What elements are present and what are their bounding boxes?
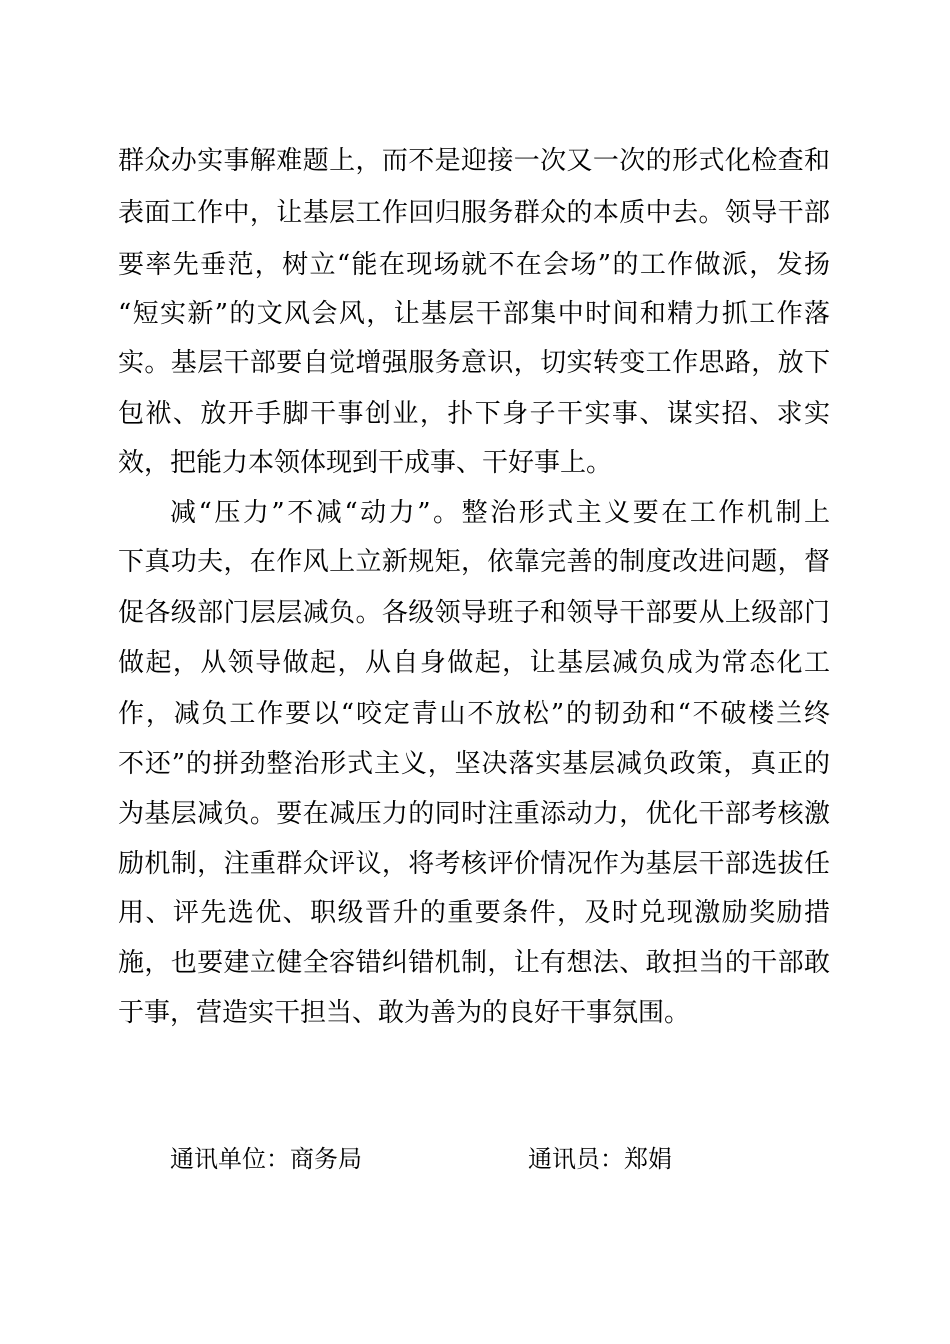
text-line: 于事，营造实干担当、敢为善为的良好干事氛围。: [118, 998, 691, 1028]
text-line: 励机制，注重群众评议，将考核评价情况作为基层干部选拔任: [118, 849, 830, 879]
text-line: “短实新”的文风会风，让基层干部集中时间和精力抓工作落: [118, 299, 830, 329]
text-line: 促各级部门层层减负。各级领导班子和领导干部要从上级部门: [118, 598, 830, 628]
text-line: 效，把能力本领体现到干成事、干好事上。: [118, 448, 613, 478]
text-line: 做起，从领导做起，从自身做起，让基层减负成为常态化工: [118, 648, 830, 678]
text-line: 用、评先选优、职级晋升的重要条件，及时兑现激励奖励措: [118, 898, 830, 928]
text-line: 要率先垂范，树立“能在现场就不在会场”的工作做派，发扬: [118, 250, 830, 280]
text-line: 作，减负工作要以“咬定青山不放松”的韧劲和“不破楼兰终: [118, 699, 830, 729]
text-line: 减“压力”不减“动力”。整治形式主义要在工作机制上: [170, 498, 830, 528]
text-line: 下真功夫，在作风上立新规矩，依靠完善的制度改进问题，督: [118, 547, 830, 577]
text-line: 包袱、放开手脚干事创业，扑下身子干实事、谋实招、求实: [118, 399, 830, 429]
correspondent-name: 通讯员：郑娟: [528, 1145, 672, 1173]
correspondent-unit: 通讯单位：商务局: [170, 1145, 362, 1173]
text-line: 为基层减负。要在减压力的同时注重添动力，优化干部考核激: [118, 799, 830, 829]
text-line: 不还”的拼劲整治形式主义，坚决落实基层减负政策，真正的: [118, 749, 830, 779]
text-line: 群众办实事解难题上，而不是迎接一次又一次的形式化检查和: [118, 146, 830, 176]
text-line: 施，也要建立健全容错纠错机制，让有想法、敢担当的干部敢: [118, 948, 830, 978]
text-line: 实。基层干部要自觉增强服务意识，切实转变工作思路，放下: [118, 348, 830, 378]
text-line: 表面工作中，让基层工作回归服务群众的本质中去。领导干部: [118, 198, 830, 228]
